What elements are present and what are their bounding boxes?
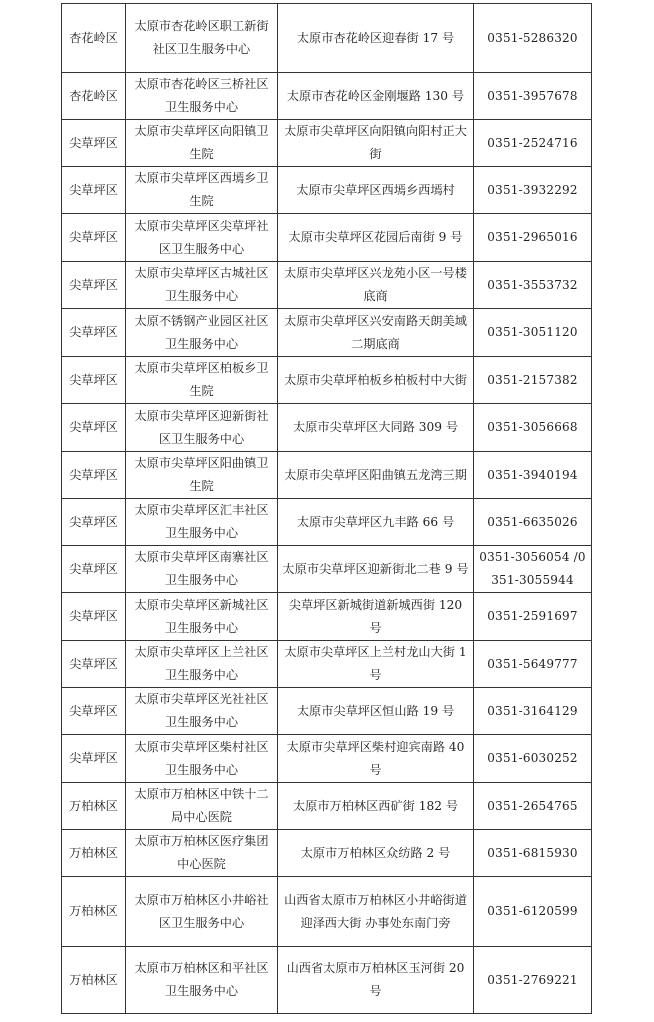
phone-cell: 0351-2157382 xyxy=(474,357,592,404)
table-row xyxy=(62,877,592,947)
table-row xyxy=(62,688,592,735)
table-row xyxy=(62,73,592,120)
address-cell: 太原市尖草坪区上兰村龙山大街 1 号 xyxy=(278,641,474,688)
institution-name-cell: 太原市尖草坪区新城社区卫生服务中心 xyxy=(126,593,278,641)
address-cell: 太原市尖草坪柏板乡柏板村中大街 xyxy=(278,357,474,404)
institution-name-cell: 太原市尖草坪区柴村社区卫生服务中心 xyxy=(126,735,278,783)
institution-name-cell: 太原市尖草坪区南寨社区卫生服务中心 xyxy=(126,546,278,593)
address-cell: 太原市尖草坪区大同路 309 号 xyxy=(278,404,474,452)
address-cell: 太原市尖草坪区西墕乡西墕村 xyxy=(278,167,474,214)
institution-name-cell: 太原市尖草坪区尖草坪社区卫生服务中心 xyxy=(126,214,278,262)
address-cell: 太原市万柏林区众纺路 2 号 xyxy=(278,830,474,877)
phone-cell: 0351-6030252 xyxy=(474,735,592,783)
table-row xyxy=(62,214,592,262)
phone-cell: 0351-3056668 xyxy=(474,404,592,452)
institution-name-cell: 太原市尖草坪区汇丰社区卫生服务中心 xyxy=(126,499,278,546)
phone-cell: 0351-5649777 xyxy=(474,641,592,688)
institution-name-cell: 太原市尖草坪区古城社区卫生服务中心 xyxy=(126,262,278,309)
address-cell: 太原市尖草坪区柴村迎宾南路 40 号 xyxy=(278,735,474,783)
table-row xyxy=(62,735,592,783)
institution-name-cell: 太原市万柏林区中铁十二局中心医院 xyxy=(126,783,278,830)
institution-name-cell: 太原市万柏林区和平社区卫生服务中心 xyxy=(126,947,278,1014)
phone-cell: 0351-2591697 xyxy=(474,593,592,641)
table-row xyxy=(62,262,592,309)
table-row xyxy=(62,546,592,593)
table-row xyxy=(62,593,592,641)
institution-name-cell: 太原市尖草坪区光社社区卫生服务中心 xyxy=(126,688,278,735)
address-cell: 尖草坪区新城街道新城西街 120 号 xyxy=(278,593,474,641)
table-row xyxy=(62,499,592,546)
phone-cell: 0351-3932292 xyxy=(474,167,592,214)
address-cell: 太原市尖草坪区阳曲镇五龙湾三期 xyxy=(278,452,474,499)
address-cell: 山西省太原市万柏林区小井峪街道迎泽西大街 办事处东南门旁 xyxy=(278,877,474,947)
institution-name-cell: 太原市尖草坪区向阳镇卫生院 xyxy=(126,120,278,167)
phone-cell: 0351-5286320 xyxy=(474,4,592,73)
address-cell: 山西省太原市万柏林区玉河街 20 号 xyxy=(278,947,474,1014)
phone-cell: 0351-2769221 xyxy=(474,947,592,1014)
phone-cell: 0351-3553732 xyxy=(474,262,592,309)
phone-cell: 0351-3957678 xyxy=(474,73,592,120)
phone-cell: 0351-6120599 xyxy=(474,877,592,947)
phone-cell: 0351-3051120 xyxy=(474,309,592,357)
district-cell: 尖草坪区 xyxy=(62,262,126,309)
table-row xyxy=(62,120,592,167)
institution-name-cell: 太原市杏花岭区三桥社区卫生服务中心 xyxy=(126,73,278,120)
district-cell: 尖草坪区 xyxy=(62,167,126,214)
district-cell: 尖草坪区 xyxy=(62,404,126,452)
district-cell: 尖草坪区 xyxy=(62,357,126,404)
phone-cell: 0351-2965016 xyxy=(474,214,592,262)
table-row xyxy=(62,452,592,499)
table-row xyxy=(62,309,592,357)
district-cell: 尖草坪区 xyxy=(62,309,126,357)
district-cell: 尖草坪区 xyxy=(62,546,126,593)
table-body xyxy=(62,4,592,1014)
address-cell: 太原市万柏林区西矿街 182 号 xyxy=(278,783,474,830)
institution-name-cell: 太原市尖草坪区柏板乡卫生院 xyxy=(126,357,278,404)
district-cell: 尖草坪区 xyxy=(62,735,126,783)
institution-name-cell: 太原市尖草坪区迎新街社区卫生服务中心 xyxy=(126,404,278,452)
district-cell: 尖草坪区 xyxy=(62,688,126,735)
address-cell: 太原市杏花岭区金刚堰路 130 号 xyxy=(278,73,474,120)
address-cell: 太原市尖草坪区恒山路 19 号 xyxy=(278,688,474,735)
district-cell: 尖草坪区 xyxy=(62,593,126,641)
table-row xyxy=(62,167,592,214)
table-row xyxy=(62,830,592,877)
table-row xyxy=(62,947,592,1014)
district-cell: 杏花岭区 xyxy=(62,73,126,120)
table-row xyxy=(62,783,592,830)
phone-cell: 0351-2524716 xyxy=(474,120,592,167)
address-cell: 太原市尖草坪区兴龙苑小区一号楼底商 xyxy=(278,262,474,309)
phone-cell: 0351-3164129 xyxy=(474,688,592,735)
district-cell: 万柏林区 xyxy=(62,947,126,1014)
address-cell: 太原市尖草坪区花园后南街 9 号 xyxy=(278,214,474,262)
phone-cell: 0351-3056054 /0351-3055944 xyxy=(474,546,592,593)
institution-name-cell: 太原市尖草坪区西墕乡卫生院 xyxy=(126,167,278,214)
address-cell: 太原市尖草坪区兴安南路天朗美域二期底商 xyxy=(278,309,474,357)
institution-name-cell: 太原市尖草坪区阳曲镇卫生院 xyxy=(126,452,278,499)
address-cell: 太原市尖草坪区向阳镇向阳村正大街 xyxy=(278,120,474,167)
district-cell: 尖草坪区 xyxy=(62,641,126,688)
phone-cell: 0351-2654765 xyxy=(474,783,592,830)
clinic-table xyxy=(61,3,592,1014)
district-cell: 万柏林区 xyxy=(62,783,126,830)
district-cell: 尖草坪区 xyxy=(62,452,126,499)
institution-name-cell: 太原市尖草坪区上兰社区卫生服务中心 xyxy=(126,641,278,688)
district-cell: 尖草坪区 xyxy=(62,214,126,262)
phone-cell: 0351-6635026 xyxy=(474,499,592,546)
district-cell: 万柏林区 xyxy=(62,877,126,947)
institution-name-cell: 太原市万柏林区医疗集团中心医院 xyxy=(126,830,278,877)
institution-name-cell: 太原市杏花岭区职工新街社区卫生服务中心 xyxy=(126,4,278,73)
district-cell: 尖草坪区 xyxy=(62,120,126,167)
phone-cell: 0351-3940194 xyxy=(474,452,592,499)
institution-name-cell: 太原市万柏林区小井峪社区卫生服务中心 xyxy=(126,877,278,947)
phone-cell: 0351-6815930 xyxy=(474,830,592,877)
district-cell: 万柏林区 xyxy=(62,830,126,877)
address-cell: 太原市尖草坪区九丰路 66 号 xyxy=(278,499,474,546)
table-row xyxy=(62,357,592,404)
institution-name-cell: 太原不锈钢产业园区社区卫生服务中心 xyxy=(126,309,278,357)
table-row xyxy=(62,4,592,73)
district-cell: 尖草坪区 xyxy=(62,499,126,546)
table-row xyxy=(62,641,592,688)
table-row xyxy=(62,404,592,452)
address-cell: 太原市杏花岭区迎春街 17 号 xyxy=(278,4,474,73)
district-cell: 杏花岭区 xyxy=(62,4,126,73)
address-cell: 太原市尖草坪区迎新街北二巷 9 号 xyxy=(278,546,474,593)
